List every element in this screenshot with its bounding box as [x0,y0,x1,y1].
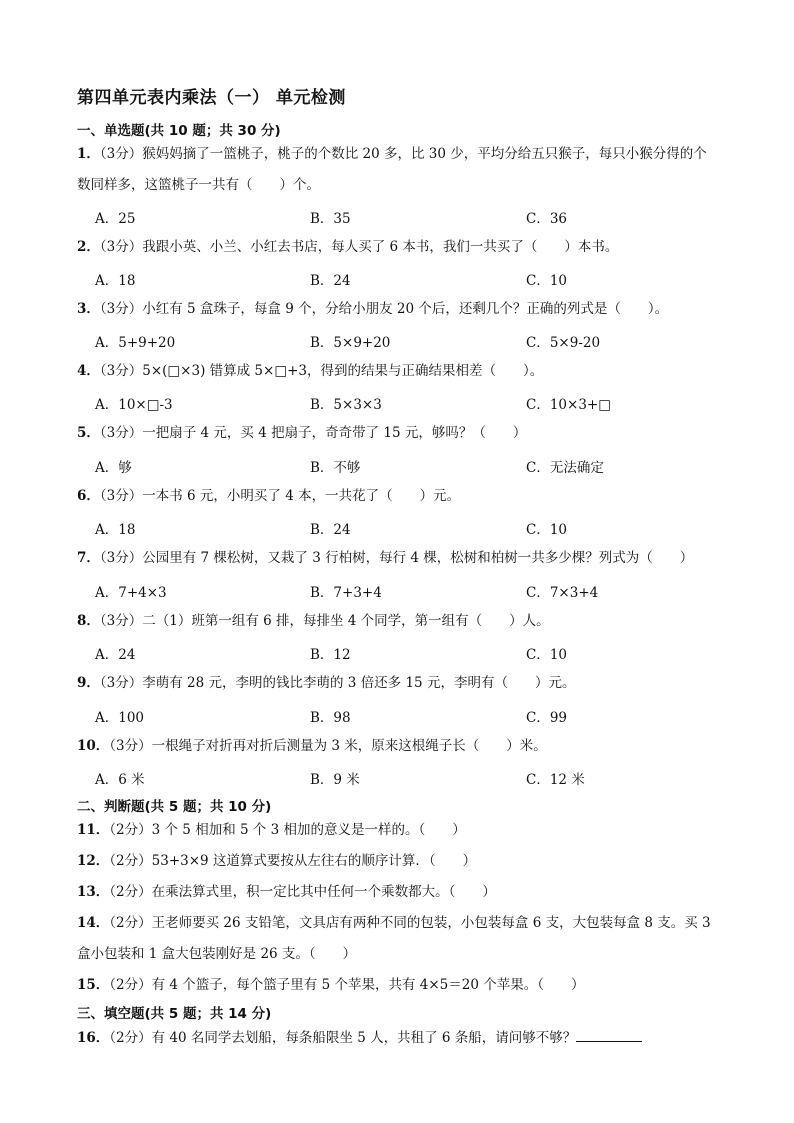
question-text: 有 40 名同学去划船，每条船限坐 5 人，共租了 6 条船，请问够不够？ [151,1030,577,1046]
question-number: 12． [77,853,110,869]
option-a[interactable]: A．6 米 [95,772,145,788]
question-score: （3分） [99,550,143,566]
option-c[interactable]: C．5×9-20 [526,335,601,351]
question-score: （3分） [99,488,143,504]
question-1 [77,139,757,201]
question-8 [77,606,757,637]
question-score: （2分） [109,853,152,869]
question-text: 猴妈妈摘了一篮桃子，桃子的个数比 20 多，比 30 少，平均分给五只猴子，每只小猴分得的个 [142,146,707,162]
question-number: 1． [77,146,100,162]
question-number: 11． [77,822,110,838]
question-number: 7． [77,550,100,566]
question-score: （3分） [99,675,143,691]
question-number: 3． [77,301,100,317]
question-5-options [95,456,695,476]
question-text: 公园里有 7 棵松树，又栽了 3 行柏树，每行 4 棵，松树和柏树一共多少棵？列式为（ ） [142,550,694,566]
question-score: （3分） [99,613,143,629]
option-b[interactable]: B．5×9+20 [310,335,391,351]
question-score: （3分） [99,146,143,162]
question-7 [77,543,757,574]
option-c[interactable]: C．无法确定 [526,460,604,476]
question-score: （2分） [109,884,152,900]
question-text: 一根绳子对折再对折后测量为 3 米，原来这根绳子长（ ）米。 [151,738,547,754]
question-text: 在乘法算式里，积一定比其中任何一个乘数都大。（ ） [151,884,496,900]
page-title: 第四单元表内乘法（一） 单元检测 [77,88,346,108]
question-text: 有 4 个篮子，每个篮子里有 5 个苹果，共有 4×5＝20 个苹果。（ ） [151,977,585,993]
question-score: （3分） [99,425,143,441]
section-heading-true-false: 二、判断题(共 5 题；共 10 分) [77,799,272,815]
option-b[interactable]: B．98 [310,710,351,726]
option-c[interactable]: C．99 [526,710,568,726]
option-a[interactable]: A．7+4×3 [95,585,167,601]
option-b[interactable]: B．12 [310,647,351,663]
option-b[interactable]: B．24 [310,522,351,538]
question-7-options [95,581,695,601]
question-text-continued: 盒小包装和 1 盒大包装刚好是 26 支。（ ） [77,946,357,962]
question-text: 小红有 5 盒珠子，每盒 9 个，分给小朋友 20 个后，还剩几个？正确的列式是（ ）。 [142,301,669,317]
question-10 [77,731,757,762]
option-a[interactable]: A．够 [95,460,132,476]
option-a[interactable]: A．10×□-3 [95,397,173,413]
option-b[interactable]: B．24 [310,273,351,289]
question-2 [77,232,757,263]
option-c[interactable]: C．10 [526,522,568,538]
option-b[interactable]: B．不够 [310,460,361,476]
section-heading-fill-blank: 三、填空题(共 5 题；共 14 分) [77,1006,272,1022]
option-b[interactable]: B．7+3+4 [310,585,382,601]
question-score: （2分） [109,1030,152,1046]
option-c[interactable]: C．10×3+□ [526,397,611,413]
question-4 [77,356,757,387]
question-score: （3分） [109,738,152,754]
question-9 [77,668,757,699]
option-c[interactable]: C．12 米 [526,772,585,788]
question-6-options [95,518,695,538]
question-2-options [95,269,695,289]
question-9-options [95,706,695,726]
question-13 [77,877,757,908]
option-c[interactable]: C．36 [526,211,568,227]
option-a[interactable]: A．18 [95,273,136,289]
question-number: 15． [77,977,110,993]
section-heading-single-choice: 一、单选题(共 10 题；共 30 分) [77,123,281,139]
option-c[interactable]: C．10 [526,273,568,289]
option-b[interactable]: B．5×3×3 [310,397,382,413]
question-text: 5×(□×3) 错算成 5×□+3，得到的结果与正确结果相差（ ）。 [142,363,544,379]
question-score: （2分） [109,977,152,993]
question-16 [77,1023,757,1054]
question-number: 13． [77,884,110,900]
question-12 [77,846,757,877]
question-score: （3分） [99,301,143,317]
option-b[interactable]: B．9 米 [310,772,360,788]
question-number: 10． [77,738,110,754]
question-text: 二（1）班第一组有 6 排，每排坐 4 个同学，第一组有（ ）人。 [142,613,550,629]
question-number: 14． [77,915,110,931]
question-score: （3分） [99,239,143,255]
option-a[interactable]: A．25 [95,211,136,227]
question-8-options [95,643,695,663]
question-score: （2分） [109,822,152,838]
question-number: 2． [77,239,100,255]
question-5 [77,418,757,449]
option-c[interactable]: C．7×3+4 [526,585,599,601]
option-a[interactable]: A．5+9+20 [95,335,176,351]
question-text-continued: 数同样多，这篮桃子一共有（ ）个。 [77,177,320,193]
question-text: 王老师要买 26 支铅笔，文具店有两种不同的包装，小包装每盒 6 支，大包装每盒 8 支。买 3 [151,915,711,931]
question-text: 一本书 6 元，小明买了 4 本，一共花了（ ）元。 [142,488,461,504]
question-text: 一把扇子 4 元，买 4 把扇子，奇奇带了 15 元，够吗？（ ） [142,425,527,441]
question-score: （2分） [109,915,152,931]
question-4-options [95,393,695,413]
question-11 [77,815,757,846]
question-number: 8． [77,613,100,629]
question-3 [77,294,757,325]
question-text: 3 个 5 相加和 5 个 3 相加的意义是一样的。（ ） [151,822,466,838]
question-10-options [95,768,695,788]
question-number: 16． [77,1030,110,1046]
question-3-options [95,331,695,351]
question-6 [77,481,757,512]
option-c[interactable]: C．10 [526,647,568,663]
question-15 [77,970,757,1001]
option-a[interactable]: A．24 [95,647,136,663]
question-number: 9． [77,675,100,691]
question-score: （3分） [99,363,143,379]
question-number: 6． [77,488,100,504]
question-number: 4． [77,363,100,379]
option-b[interactable]: B．35 [310,211,351,227]
question-1-options [95,207,695,227]
question-text: 李萌有 28 元，李明的钱比李萌的 3 倍还多 15 元，李明有（ ）元。 [142,675,576,691]
question-14 [77,908,757,970]
question-number: 5． [77,425,100,441]
answer-blank[interactable] [576,1027,642,1042]
option-a[interactable]: A．100 [95,710,145,726]
option-a[interactable]: A．18 [95,522,136,538]
question-text: 53+3×9 这道算式要按从左往右的顺序计算．（ ） [151,853,477,869]
question-text: 我跟小英、小兰、小红去书店，每人买了 6 本书，我们一共买了（ ）本书。 [142,239,619,255]
